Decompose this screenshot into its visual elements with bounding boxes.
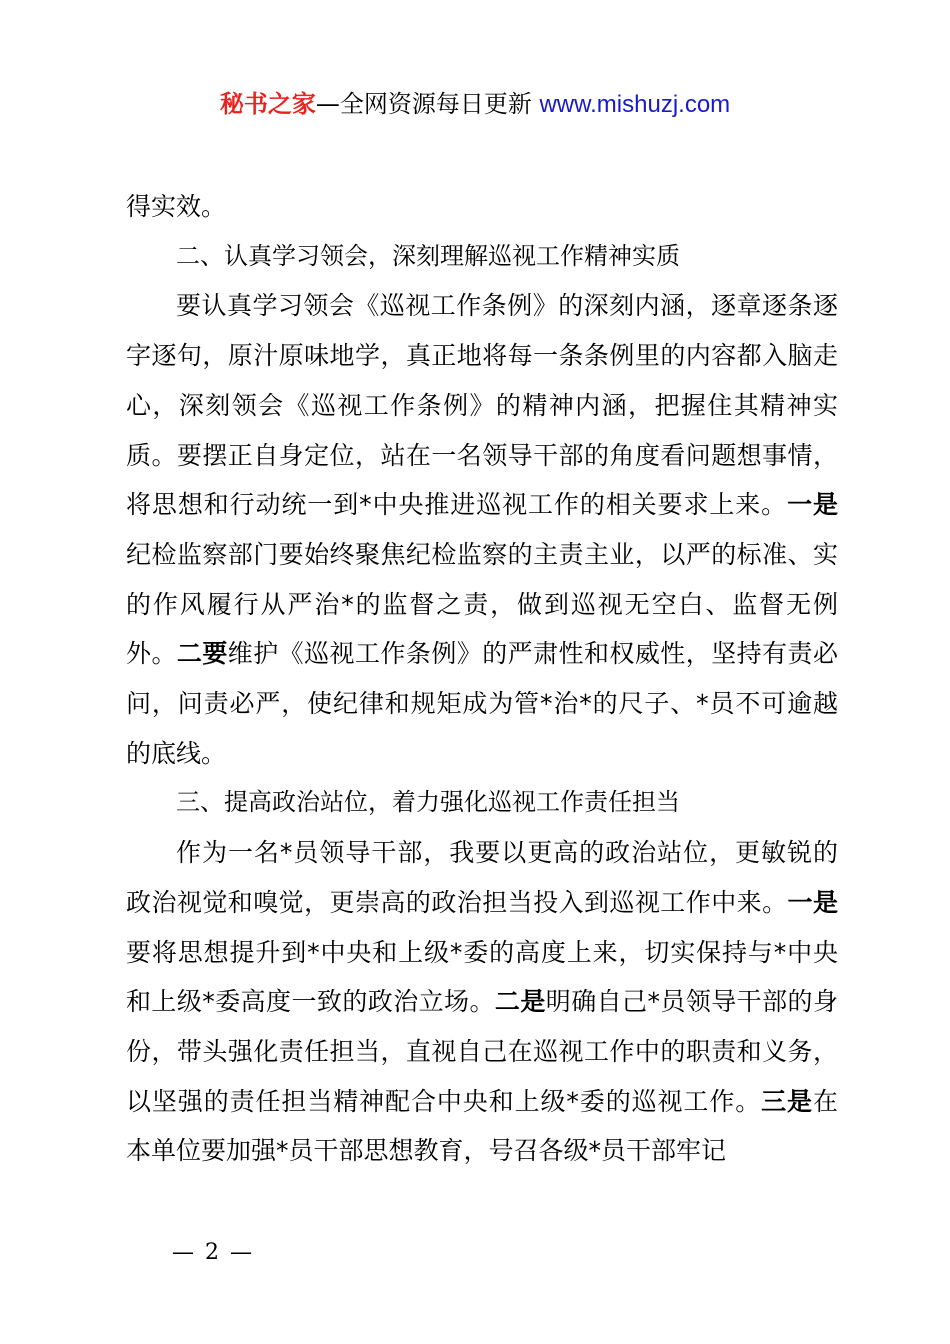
bold-marker: 一是 <box>787 887 838 917</box>
bold-marker: 二是 <box>494 987 546 1017</box>
page-number: — 2 — <box>172 1240 254 1265</box>
paragraph-continuation: 得实效。 <box>126 192 227 221</box>
paragraph-text: 要将思想提升到*中央和上级*委的高度上来，切实保持与*中央和上级*委高度一致的政治立场。 <box>126 937 838 1017</box>
paragraph-text: 作为一名*员领导干部，我要以更高的政治站位，更敏锐的政治视觉和嗅觉，更崇高的政治担当投入到巡视工作中来。 <box>126 838 838 917</box>
paragraph-text: 维护《巡视工作条例》的严肃性和权威性，坚持有责必问，问责必严，使纪律和规矩成为管*治*的尺子、*员不可逾越的底线。 <box>126 639 838 768</box>
bold-marker: 一是 <box>787 490 838 520</box>
paragraph-section-3 <box>126 828 838 1176</box>
paragraph-text: 要认真学习领会《巡视工作条例》的深刻内涵，逐章逐条逐字逐句，原汁原味地学，真正地将每一条条例里的内容都入脑走心，深刻领会《巡视工作条例》的精神内涵，把握住其精神实质。要摆正自身定位，站在一名领导干部的角度看问题想事情，将思想和行动统一到*中央推进巡视工作的相关要求上来。 <box>126 291 838 520</box>
site-header <box>0 86 950 123</box>
paragraph-section-2 <box>126 281 838 778</box>
bold-marker: 二要 <box>176 639 228 669</box>
section-heading-3: 三、提高政治站位，着力强化巡视工作责任担当 <box>176 788 680 817</box>
section-heading-2: 二、认真学习领会，深刻理解巡视工作精神实质 <box>176 241 680 270</box>
bold-marker: 三是 <box>761 1086 813 1116</box>
paragraph-text: 明确自己*员领导干部的身份，带头强化责任担当，直视自己在巡视工作中的职责和义务，以坚强的责任担当精神配合中央和上级*委的巡视工作。 <box>126 987 838 1116</box>
site-brand: 秘书之家 <box>219 90 316 118</box>
paragraph-text: 在本单位要加强*员干部思想教育，号召各级*员干部牢记 <box>126 1086 838 1166</box>
site-tagline: —全网资源每日更新 <box>315 90 540 118</box>
site-url-link[interactable]: www.mishuzj.com <box>539 91 731 118</box>
paragraph-text: 纪检监察部门要始终聚焦纪检监察的主责主业，以严的标准、实的作风履行从严治*的监督之责，做到巡视无空白、监督无例外。 <box>126 539 838 669</box>
document-body <box>126 182 838 1176</box>
